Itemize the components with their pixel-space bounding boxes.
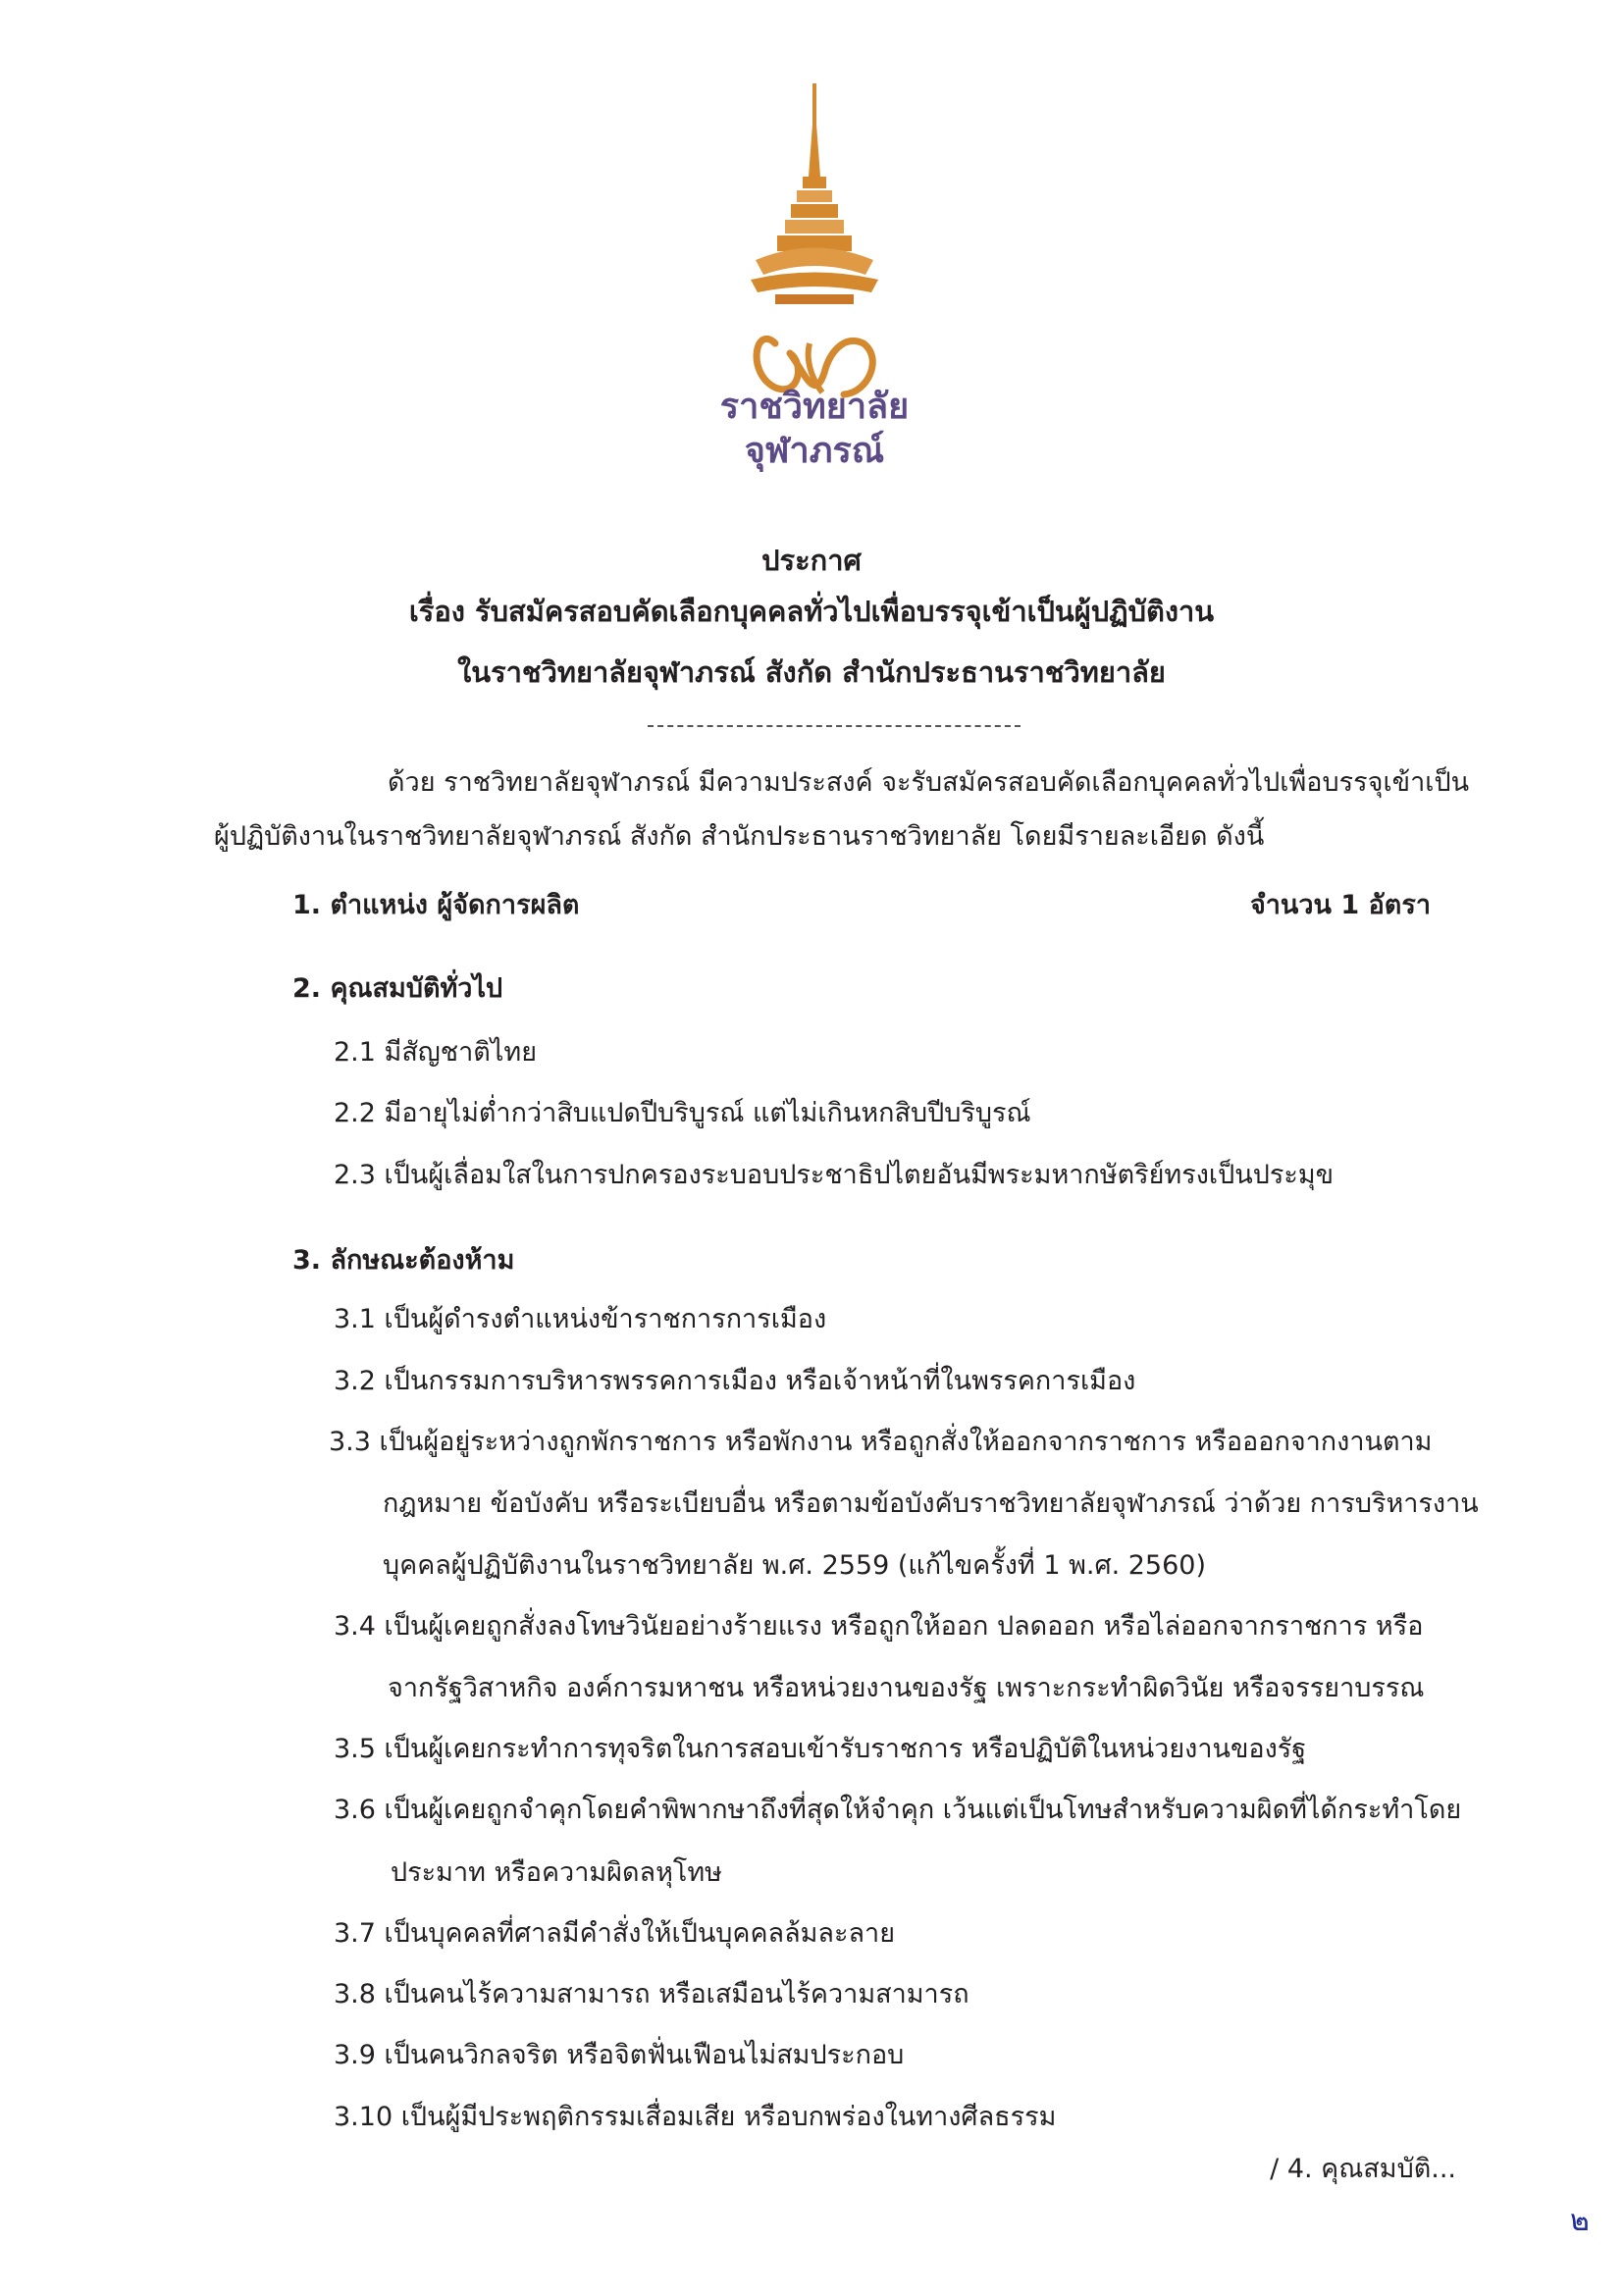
prohibition-line: 3.9 เป็นคนวิกลจริต หรือจิตฟั่นเฟือนไม่สมประกอบ <box>334 2040 905 2070</box>
position-label: 1. ตำแหน่ง ผู้จัดการผลิต <box>292 890 580 920</box>
qualification-item: 2.1 มีสัญชาติไทย <box>334 1037 538 1068</box>
intro-line2: ผู้ปฏิบัติงานในราชวิทยาลัยจุฬาภรณ์ สังกัด สำนักประธานราชวิทยาลัย โดยมีรายละเอียด ดังนี้ <box>214 821 1265 852</box>
qualification-item: 2.2 มีอายุไม่ต่ำกว่าสิบแปดปีบริบูรณ์ แต่ไม่เกินหกสิบปีบริบูรณ์ <box>334 1098 1031 1128</box>
qualification-item: 2.3 เป็นผู้เลื่อมใสในการปกครองระบอบประชาธิปไตยอันมีพระมหากษัตริย์ทรงเป็นประมุข <box>334 1160 1335 1190</box>
emblem-text-line2: จุฬาภรณ์ <box>744 431 885 471</box>
prohibition-line: บุคคลผู้ปฏิบัติงานในราชวิทยาลัย พ.ศ. 2559 (แก้ไขครั้งที่ 1 พ.ศ. 2560) <box>383 1550 1207 1581</box>
prohibition-line: 3.6 เป็นผู้เคยถูกจำคุกโดยคำพิพากษาถึงที่สุดให้จำคุก เว้นแต่เป็นโทษสำหรับความผิดที่ได้กระทำโดย <box>334 1795 1462 1825</box>
prohibition-line: 3.1 เป็นผู้ดำรงตำแหน่งข้าราชการการเมือง <box>334 1304 827 1334</box>
announcement-subject-line1: เรื่อง รับสมัครสอบคัดเลือกบุคคลทั่วไปเพื่อบรรจุเข้าเป็นผู้ปฏิบัติงาน <box>408 595 1215 628</box>
announcement-subject-line2: ในราชวิทยาลัยจุฬาภรณ์ สังกัด สำนักประธานราชวิทยาลัย <box>457 655 1166 689</box>
heading-divider <box>648 725 1021 727</box>
prohibition-line: 3.2 เป็นกรรมการบริหารพรรคการเมือง หรือเจ้าหน้าที่ในพรรคการเมือง <box>334 1366 1136 1396</box>
intro-line1: ด้วย ราชวิทยาลัยจุฬาภรณ์ มีความประสงค์ จะรับสมัครสอบคัดเลือกบุคคลทั่วไปเพื่อบรรจุเข้าเป็น <box>388 767 1470 798</box>
prohibition-line: จากรัฐวิสาหกิจ องค์การมหาชน หรือหน่วยงานของรัฐ เพราะกระทำผิดวินัย หรือจรรยาบรรณ <box>388 1673 1425 1703</box>
page-number-handwritten: ๒ <box>1570 2204 1590 2238</box>
prohibition-line: กฎหมาย ข้อบังคับ หรือระเบียบอื่น หรือตามข้อบังคับราชวิทยาลัยจุฬาภรณ์ ว่าด้วย การบริหารงาน <box>383 1488 1479 1519</box>
prohibition-line: 3.3 เป็นผู้อยู่ระหว่างถูกพักราชการ หรือพักงาน หรือถูกสั่งให้ออกจากราชการ หรือออกจากงานตาม <box>329 1427 1433 1457</box>
continued-marker: / 4. คุณสมบัติ... <box>1270 2154 1456 2184</box>
prohibition-line: 3.8 เป็นคนไร้ความสามารถ หรือเสมือนไร้ความสามารถ <box>334 1979 969 2009</box>
position-count: จำนวน 1 อัตรา <box>1249 890 1431 920</box>
prohibition-line: 3.5 เป็นผู้เคยกระทำการทุจริตในการสอบเข้ารับราชการ หรือปฏิบัติในหน่วยงานของรัฐ <box>334 1734 1307 1764</box>
prohibition-line: 3.10 เป็นผู้มีประพฤติกรรมเสื่อมเสีย หรือบกพร่องในทางศีลธรรม <box>334 2102 1057 2132</box>
prohibition-line: ประมาท หรือความผิดลหุโทษ <box>391 1857 722 1888</box>
prohibition-line: 3.4 เป็นผู้เคยถูกสั่งลงโทษวินัยอย่างร้ายแรง หรือถูกให้ออก ปลดออก หรือไล่ออกจากราชการ หรือ <box>334 1611 1424 1642</box>
qualifications-heading: 2. คุณสมบัติทั่วไป <box>292 973 503 1004</box>
emblem-text-line1: ราชวิทยาลัย <box>719 387 910 427</box>
prohibitions-heading: 3. ลักษณะต้องห้าม <box>292 1245 515 1276</box>
prohibition-line: 3.7 เป็นบุคคลที่ศาลมีคำสั่งให้เป็นบุคคลล้มละลาย <box>334 1918 896 1949</box>
announcement-title: ประกาศ <box>761 544 862 577</box>
